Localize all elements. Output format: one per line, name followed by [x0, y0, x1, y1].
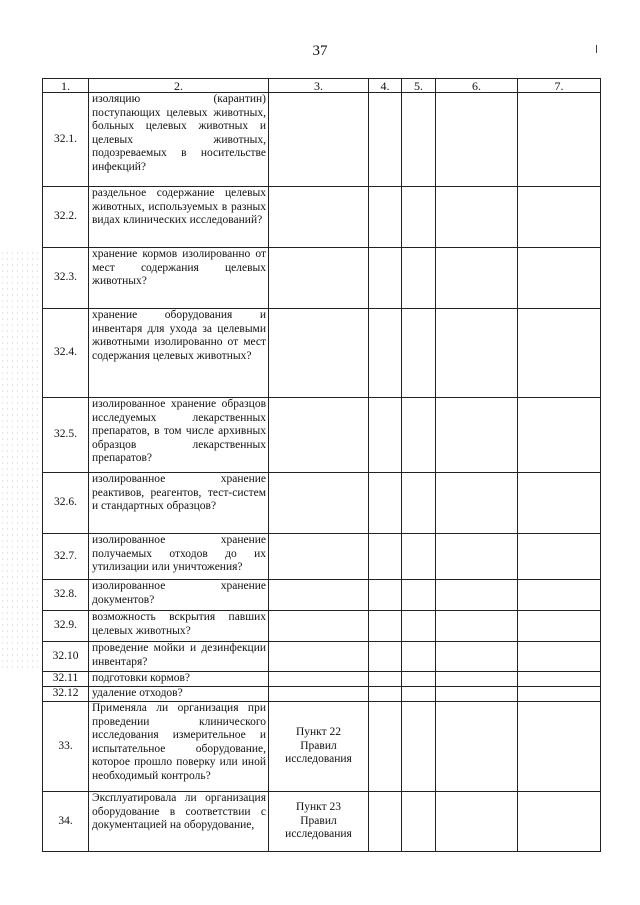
table-row [43, 672, 601, 687]
cell-col-5 [402, 792, 436, 852]
row-number: 32.1. [43, 93, 89, 187]
cell-col-4 [369, 611, 402, 642]
row-number: 32.2. [43, 187, 89, 248]
table-row [43, 580, 601, 611]
cell-col-7 [518, 687, 601, 702]
cell-col-4 [369, 93, 402, 187]
cell-col-4 [369, 187, 402, 248]
cell-col-5 [402, 309, 436, 398]
row-reference [269, 580, 369, 611]
cell-col-5 [402, 672, 436, 687]
header-col-2: 2. [89, 79, 269, 93]
cell-col-7 [518, 473, 601, 534]
cell-col-5 [402, 534, 436, 580]
row-reference [269, 309, 369, 398]
page-number: 37 [312, 43, 328, 59]
row-reference: Пункт 23 Правил исследования [269, 792, 369, 852]
cell-col-4 [369, 792, 402, 852]
cell-col-7 [518, 398, 601, 473]
cell-col-7 [518, 93, 601, 187]
cell-col-5 [402, 93, 436, 187]
table-row [43, 93, 601, 187]
row-number: 32.11 [43, 672, 89, 687]
cell-col-7 [518, 534, 601, 580]
cell-col-7 [518, 792, 601, 852]
row-number: 32.5. [43, 398, 89, 473]
cell-col-6 [436, 398, 518, 473]
cell-col-6 [436, 792, 518, 852]
row-question: хранение кормов изолированно от мест содержания целевых животных? [89, 248, 269, 309]
table-row [43, 398, 601, 473]
header-col-4: 4. [369, 79, 402, 93]
cell-col-4 [369, 473, 402, 534]
row-reference [269, 248, 369, 309]
header-col-3: 3. [269, 79, 369, 93]
cell-col-6 [436, 93, 518, 187]
cell-col-5 [402, 187, 436, 248]
cell-col-5 [402, 687, 436, 702]
row-question: изолированное хранение документов? [89, 580, 269, 611]
row-reference [269, 398, 369, 473]
row-reference [269, 611, 369, 642]
table-row [43, 473, 601, 534]
row-question: хранение оборудования и инвентаря для ухода за целевыми животными изолированно от мест содержания целевых животных? [89, 309, 269, 398]
header-col-6: 6. [436, 79, 518, 93]
cell-col-4 [369, 534, 402, 580]
table-row [43, 248, 601, 309]
table-row [43, 534, 601, 580]
table-row [43, 611, 601, 642]
row-question: изолированное хранение образцов исследуемых лекарственных препаратов, в том числе архивных образцов лекарственных препаратов? [89, 398, 269, 473]
row-question: Применяла ли организация при проведении клинического исследования измерительное и испытательное оборудование, которое прошло поверку или иной необходимый контроль? [89, 702, 269, 792]
row-number: 32.12 [43, 687, 89, 702]
cell-col-4 [369, 248, 402, 309]
row-number: 32.6. [43, 473, 89, 534]
row-number: 32.9. [43, 611, 89, 642]
cell-col-5 [402, 473, 436, 534]
cell-col-6 [436, 187, 518, 248]
cell-col-7 [518, 248, 601, 309]
row-question: подготовки кормов? [89, 672, 269, 687]
cell-col-6 [436, 534, 518, 580]
row-number: 32.7. [43, 534, 89, 580]
cell-col-5 [402, 702, 436, 792]
cell-col-5 [402, 398, 436, 473]
checklist-table [42, 78, 601, 852]
row-reference [269, 687, 369, 702]
cell-col-6 [436, 473, 518, 534]
row-number: 32.4. [43, 309, 89, 398]
table-row [43, 642, 601, 672]
row-question: удаление отходов? [89, 687, 269, 702]
scan-edge-mark [596, 45, 597, 53]
cell-col-5 [402, 642, 436, 672]
row-reference [269, 672, 369, 687]
cell-col-6 [436, 248, 518, 309]
row-question: возможность вскрытия павших целевых животных? [89, 611, 269, 642]
scan-noise [0, 250, 40, 670]
row-number: 32.10 [43, 642, 89, 672]
cell-col-4 [369, 398, 402, 473]
table-row [43, 702, 601, 792]
cell-col-5 [402, 248, 436, 309]
cell-col-6 [436, 611, 518, 642]
cell-col-4 [369, 642, 402, 672]
cell-col-6 [436, 309, 518, 398]
cell-col-7 [518, 187, 601, 248]
row-number: 34. [43, 792, 89, 852]
table-row [43, 309, 601, 398]
row-reference [269, 534, 369, 580]
row-question: изолированное хранение получаемых отходов до их утилизации или уничтожения? [89, 534, 269, 580]
row-reference [269, 93, 369, 187]
cell-col-4 [369, 309, 402, 398]
cell-col-6 [436, 702, 518, 792]
cell-col-4 [369, 580, 402, 611]
row-number: 32.3. [43, 248, 89, 309]
table-header-row [43, 79, 601, 93]
row-question: раздельное содержание целевых животных, используемых в разных видах клинических исследований? [89, 187, 269, 248]
header-col-5: 5. [402, 79, 436, 93]
row-number: 33. [43, 702, 89, 792]
cell-col-7 [518, 702, 601, 792]
cell-col-7 [518, 611, 601, 642]
cell-col-7 [518, 672, 601, 687]
row-number: 32.8. [43, 580, 89, 611]
cell-col-7 [518, 642, 601, 672]
row-question: Эксплуатировала ли организация оборудование в соответствии с документацией на оборудование, [89, 792, 269, 852]
cell-col-6 [436, 672, 518, 687]
table-row [43, 187, 601, 248]
cell-col-4 [369, 672, 402, 687]
row-reference [269, 187, 369, 248]
row-question: изоляцию (карантин) поступающих целевых животных, больных целевых животных и целевых животных, подозреваемых в носительстве инфекций? [89, 93, 269, 187]
header-col-1: 1. [43, 79, 89, 93]
row-reference [269, 473, 369, 534]
cell-col-6 [436, 687, 518, 702]
cell-col-7 [518, 309, 601, 398]
row-question: проведение мойки и дезинфекции инвентаря? [89, 642, 269, 672]
cell-col-6 [436, 642, 518, 672]
cell-col-5 [402, 580, 436, 611]
cell-col-4 [369, 687, 402, 702]
table-row [43, 687, 601, 702]
row-question: изолированное хранение реактивов, реагентов, тест-систем и стандартных образцов? [89, 473, 269, 534]
cell-col-5 [402, 611, 436, 642]
row-reference [269, 642, 369, 672]
header-col-7: 7. [518, 79, 601, 93]
cell-col-6 [436, 580, 518, 611]
cell-col-4 [369, 702, 402, 792]
table-row [43, 792, 601, 852]
cell-col-7 [518, 580, 601, 611]
row-reference: Пункт 22 Правил исследования [269, 702, 369, 792]
